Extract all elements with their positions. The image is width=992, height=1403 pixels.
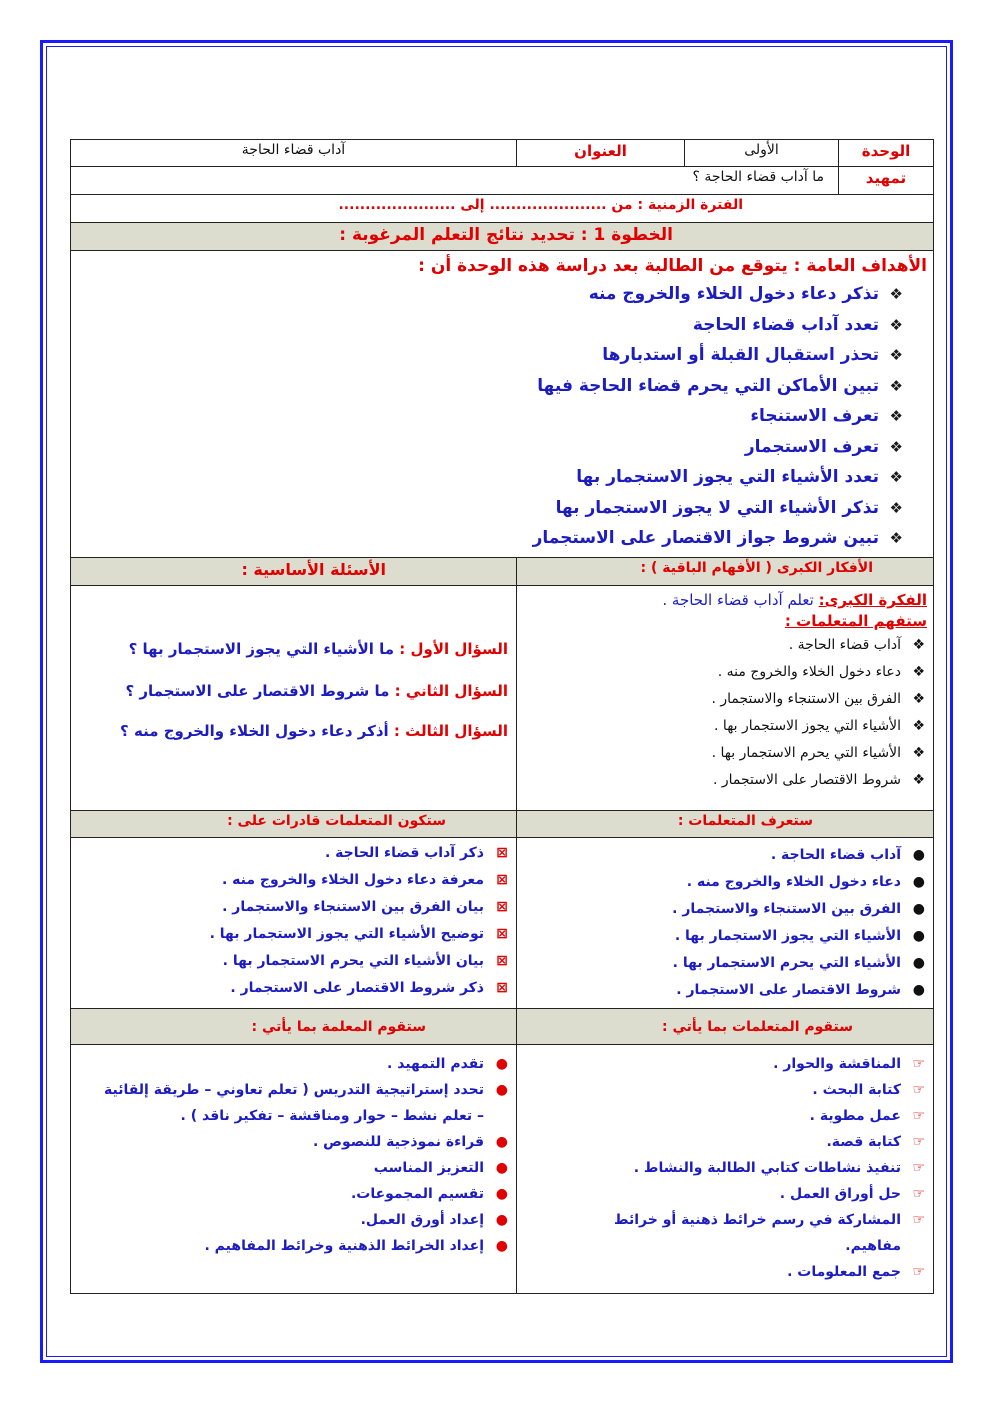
unit-label: الوحدة — [839, 140, 934, 167]
diamond-bullet-icon: ❖ — [912, 664, 925, 680]
diamond-bullet-icon: ❖ — [912, 772, 925, 788]
diamond-bullet-icon: ❖ — [912, 691, 925, 707]
able-item: ⊠ توضيح الأشياء التي يجوز الاستجمار بها . — [77, 921, 510, 948]
know-item: ● الأشياء التي يجوز الاستجمار بها . — [523, 923, 927, 950]
red-dot-icon: ● — [495, 1134, 508, 1150]
diamond-bullet-icon: ❖ — [889, 376, 903, 395]
able-item: ⊠ بيان الأشياء التي يحرم الاستجمار بها . — [77, 948, 510, 975]
understand-item: ❖ الأشياء التي يحرم الاستجمار بها . — [523, 740, 927, 767]
teacher-do-item: ● إعداد الخرائط الذهنية وخرائط المفاهيم . — [77, 1233, 510, 1259]
intro-value: ما آداب قضاء الحاجة ؟ — [71, 167, 839, 195]
diamond-bullet-icon: ❖ — [912, 637, 925, 653]
know-item: ● الفرق بين الاستنجاء والاستجمار . — [523, 896, 927, 923]
goals-intro: الأهداف العامة : يتوقع من الطالبة بعد دراسة هذه الوحدة أن : — [418, 256, 927, 276]
question-2: السؤال الثاني : ما شروط الاقتصار على الاستجمار ؟ — [125, 682, 508, 700]
know-able-row — [71, 838, 934, 1009]
title-label: العنوان — [517, 140, 685, 167]
big-ideas-header: الأفكار الكبرى ( الأفهام الباقية ) : — [517, 558, 934, 586]
students-do-list — [523, 1051, 927, 1285]
know-header: ستعرف المتعلمات : — [517, 811, 934, 838]
step1-row — [71, 223, 934, 251]
boxed-x-icon: ⊠ — [496, 845, 508, 861]
pointing-hand-icon: ☞ — [912, 1082, 925, 1098]
understand-item: ❖ آداب قضاء الحاجة . — [523, 632, 927, 659]
black-dot-icon: ● — [912, 874, 925, 890]
diamond-bullet-icon: ❖ — [889, 437, 903, 456]
red-dot-icon: ● — [495, 1186, 508, 1202]
diamond-bullet-icon: ❖ — [889, 407, 903, 425]
unit-row — [71, 140, 934, 167]
diamond-bullet-icon: ❖ — [889, 346, 903, 364]
able-item: ⊠ ذكر شروط الاقتصار على الاستجمار . — [77, 975, 510, 1002]
know-item: ● الأشياء التي يحرم الاستجمار بها . — [523, 950, 927, 977]
step1-title: الخطوة 1 : تحديد نتائج التعلم المرغوبة : — [71, 223, 934, 251]
goals-row — [71, 251, 934, 558]
goal-item: ❖ تعدد الأشياء التي يجوز الاستجمار بها — [77, 462, 905, 493]
diamond-bullet-icon: ❖ — [912, 718, 925, 734]
able-item: ⊠ ذكر آداب قضاء الحاجة . — [77, 840, 510, 867]
goal-item: ❖ تبين شروط جواز الاقتصار على الاستجمار — [77, 523, 905, 554]
ideas-questions-row — [71, 586, 934, 811]
diamond-bullet-icon: ❖ — [889, 468, 903, 486]
goal-item: ❖ تحذر استقبال القبلة أو استدبارها — [77, 340, 905, 371]
know-item: ● آداب قضاء الحاجة . — [523, 842, 927, 869]
diamond-bullet-icon: ❖ — [889, 498, 903, 517]
know-item: ● دعاء دخول الخلاء والخروج منه . — [523, 869, 927, 896]
black-dot-icon: ● — [912, 955, 925, 971]
teacher-do-item: ● إعداد أورق العمل. — [77, 1207, 510, 1233]
boxed-x-icon: ⊠ — [496, 899, 508, 915]
big-idea-text: تعلم آداب قضاء الحاجة . — [662, 591, 814, 609]
diamond-bullet-icon: ❖ — [889, 315, 903, 334]
students-do-item: ☞ كتابة قصة. — [523, 1129, 927, 1155]
know-list — [523, 842, 927, 1004]
period-row — [71, 195, 934, 223]
red-dot-icon: ● — [495, 1238, 508, 1254]
able-header: ستكون المتعلمات قادرات على : — [71, 811, 517, 838]
unit-value: الأولى — [685, 140, 839, 167]
activities-header-row — [71, 1009, 934, 1045]
period-text: الفترة الزمنية : من ...................... إلى ...................... — [71, 195, 934, 223]
boxed-x-icon: ⊠ — [496, 926, 508, 942]
teacher-do-item: ● التعزيز المناسب — [77, 1155, 510, 1181]
teacher-do-list — [77, 1051, 510, 1259]
boxed-x-icon: ⊠ — [496, 980, 508, 996]
goal-item: ❖ تذكر الأشياء التي لا يجوز الاستجمار بها — [77, 493, 905, 524]
know-able-header-row — [71, 811, 934, 838]
teacher-do-item: ● قراءة نموذجية للنصوص . — [77, 1129, 510, 1155]
diamond-bullet-icon: ❖ — [889, 285, 903, 303]
red-dot-icon: ● — [495, 1212, 508, 1228]
understand-item: ❖ دعاء دخول الخلاء والخروج منه . — [523, 659, 927, 686]
able-item: ⊠ معرفة دعاء دخول الخلاء والخروج منه . — [77, 867, 510, 894]
big-idea — [523, 590, 927, 610]
pointing-hand-icon: ☞ — [912, 1134, 925, 1150]
boxed-x-icon: ⊠ — [496, 953, 508, 969]
goal-item: ❖ تذكر دعاء دخول الخلاء والخروج منه — [77, 279, 905, 310]
pointing-hand-icon: ☞ — [912, 1108, 925, 1124]
teacher-do-item: ● تقسيم المجموعات. — [77, 1181, 510, 1207]
students-do-header: ستقوم المتعلمات بما يأتي : — [517, 1009, 934, 1045]
understand-list — [523, 632, 927, 794]
pointing-hand-icon: ☞ — [912, 1186, 925, 1202]
pointing-hand-icon: ☞ — [912, 1056, 925, 1072]
teacher-do-item: ● تحدد إستراتيجية التدريس ( تعلم تعاوني – طريقة إلقائية – تعلم نشط – حوار ومناقشة – تفكير ناقد ) . — [104, 1077, 510, 1129]
students-do-item: ☞ تنفيذ نشاطات كتابي الطالبة والنشاط . — [523, 1155, 927, 1181]
understand-item: ❖ الأشياء التي يجوز الاستجمار بها . — [523, 713, 927, 740]
goal-item: ❖ تعدد آداب قضاء الحاجة — [77, 310, 905, 341]
black-dot-icon: ● — [912, 928, 925, 944]
questions-header: الأسئلة الأساسية : — [71, 558, 517, 586]
students-do-item: ☞ كتابة البحث . — [523, 1077, 927, 1103]
red-dot-icon: ● — [495, 1056, 508, 1072]
big-idea-label: الفكرة الكبرى: — [818, 591, 927, 609]
question-3: السؤال الثالث : أذكر دعاء دخول الخلاء والخروج منه ؟ — [120, 722, 508, 740]
know-item: ● شروط الاقتصار على الاستجمار . — [523, 977, 927, 1004]
lesson-plan-table — [70, 139, 934, 1294]
ideas-questions-header-row — [71, 558, 934, 586]
students-do-item: ☞ المشاركة في رسم خرائط ذهنية أو خرائط مفاهيم. — [601, 1207, 927, 1259]
understand-label: ستفهم المتعلمات : — [784, 612, 927, 630]
goal-item: ❖ تعرف الاستنجاء — [77, 401, 905, 432]
red-dot-icon: ● — [495, 1082, 508, 1098]
black-dot-icon: ● — [912, 901, 925, 917]
black-dot-icon: ● — [912, 982, 925, 998]
activities-row — [71, 1045, 934, 1294]
students-do-item: ☞ عمل مطوية . — [523, 1103, 927, 1129]
able-item: ⊠ بيان الفرق بين الاستنجاء والاستجمار . — [77, 894, 510, 921]
black-dot-icon: ● — [912, 847, 925, 863]
students-do-item: ☞ حل أوراق العمل . — [523, 1181, 927, 1207]
students-do-item: ☞ المناقشة والحوار . — [523, 1051, 927, 1077]
goal-item: ❖ تبين الأماكن التي يحرم قضاء الحاجة فيها — [77, 371, 905, 402]
title-value: آداب قضاء الحاجة — [71, 140, 517, 167]
diamond-bullet-icon: ❖ — [912, 745, 925, 761]
students-do-item: ☞ جمع المعلومات . — [523, 1259, 927, 1285]
goal-item: ❖ تعرف الاستجمار — [77, 432, 905, 463]
understand-item: ❖ الفرق بين الاستنجاء والاستجمار . — [523, 686, 927, 713]
teacher-do-header: ستقوم المعلمة بما يأتي : — [71, 1009, 517, 1045]
intro-label: تمهيد — [839, 167, 934, 195]
pointing-hand-icon: ☞ — [912, 1160, 925, 1176]
intro-row — [71, 167, 934, 195]
boxed-x-icon: ⊠ — [496, 872, 508, 888]
understand-item: ❖ شروط الاقتصار على الاستجمار . — [523, 767, 927, 794]
pointing-hand-icon: ☞ — [912, 1264, 925, 1280]
pointing-hand-icon: ☞ — [912, 1212, 925, 1228]
able-list — [77, 840, 510, 1002]
question-1: السؤال الأول : ما الأشياء التي يجوز الاستجمار بها ؟ — [128, 640, 508, 658]
teacher-do-item: ● تقدم التمهيد . — [77, 1051, 510, 1077]
goals-list — [77, 279, 927, 554]
red-dot-icon: ● — [495, 1160, 508, 1176]
diamond-bullet-icon: ❖ — [889, 529, 903, 547]
